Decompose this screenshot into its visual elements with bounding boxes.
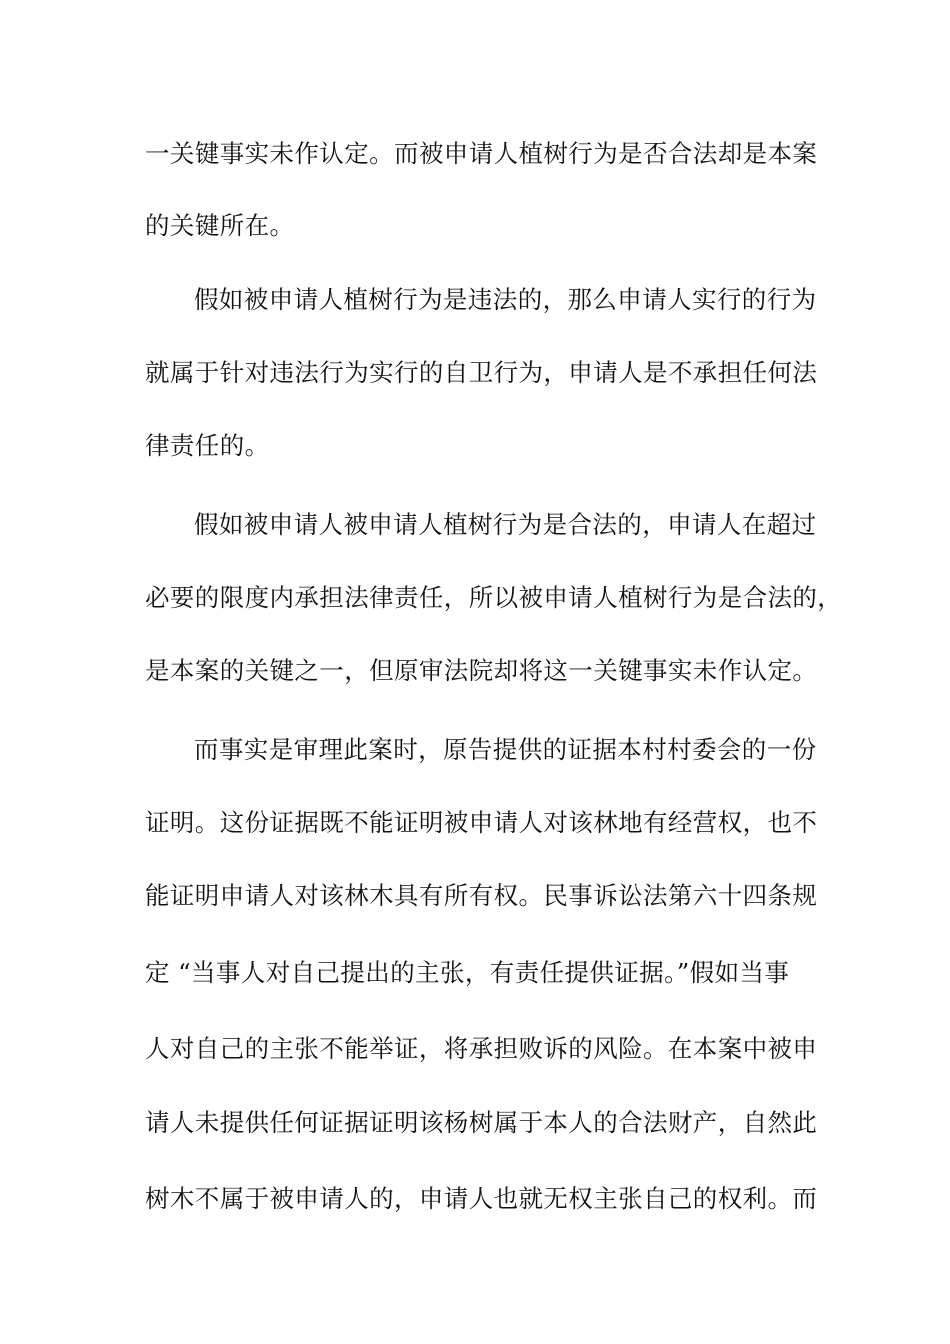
text-line: 能证明申请人对该林木具有所有权。民事诉讼法第六十四条规 xyxy=(145,881,818,910)
paragraph-start-line: 而事实是审理此案时，原告提供的证据本村村委会的一份 xyxy=(194,735,817,764)
paragraph-start-line: 假如被申请人被申请人植树行为是合法的，申请人在超过 xyxy=(194,510,817,539)
text-line: 人对自己的主张不能举证，将承担败诉的风险。在本案中被申 xyxy=(145,1034,818,1063)
text-line: 证明。这份证据既不能证明被申请人对该林地有经营权，也不 xyxy=(145,808,818,837)
text-line: 是本案的关键之一，但原审法院却将这一关键事实未作认定。 xyxy=(145,656,818,685)
text-line: 定 “当事人对自己提出的主张，有责任提供证据。”假如当事 xyxy=(145,958,790,987)
text-line: 就属于针对违法行为实行的自卫行为，申请人是不承担任何法 xyxy=(145,358,818,387)
text-line: 律责任的。 xyxy=(145,431,270,460)
text-line: 的关键所在。 xyxy=(145,211,295,240)
text-line: 一关键事实未作认定。而被申请人植树行为是否合法却是本案 xyxy=(145,139,818,168)
text-line: 必要的限度内承担法律责任，所以被申请人植树行为是合法的， xyxy=(145,583,843,612)
paragraph-start-line: 假如被申请人植树行为是违法的，那么申请人实行的行为 xyxy=(194,285,817,314)
text-line: 树木不属于被申请人的，申请人也就无权主张自己的权利。而 xyxy=(145,1184,818,1213)
text-line: 请人未提供任何证据证明该杨树属于本人的合法财产，自然此 xyxy=(145,1108,818,1137)
